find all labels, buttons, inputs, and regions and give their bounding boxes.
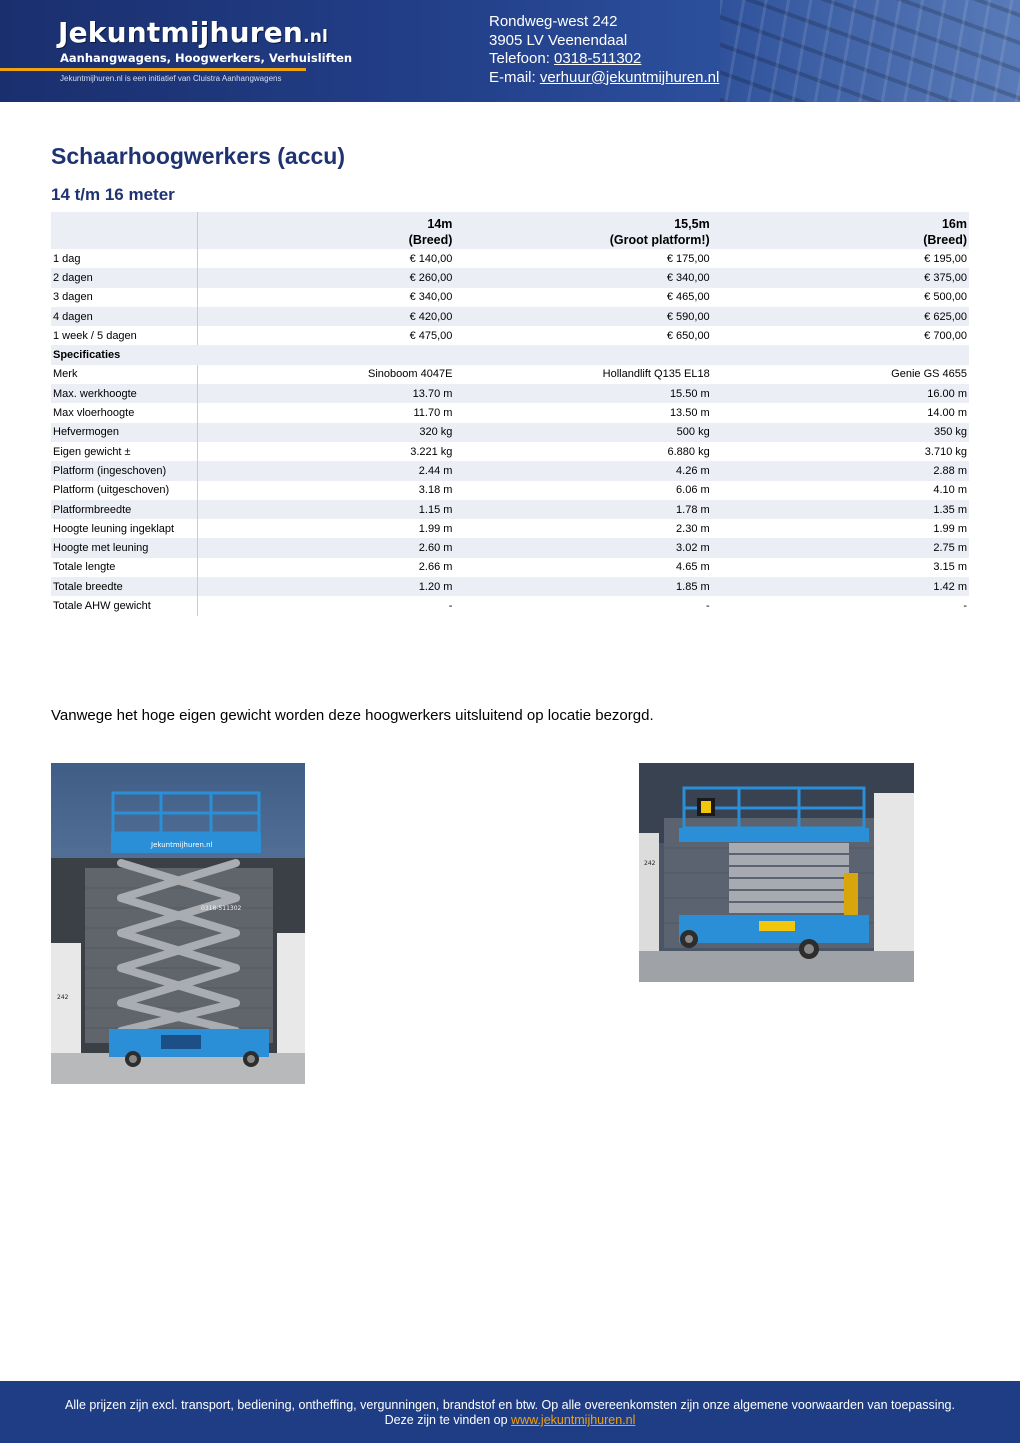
table-header-empty: [51, 212, 198, 249]
header-background-photo: [720, 0, 1020, 102]
table-cell: 4.10 m: [933, 484, 967, 497]
table-cell: € 340,00: [454, 268, 711, 287]
table-cell: [198, 345, 455, 364]
table-cell: 2.75 m: [712, 538, 969, 557]
table-cell: € 465,00: [666, 291, 710, 304]
phone-line: [489, 50, 719, 69]
table-cell: € 175,00: [666, 252, 710, 265]
column-header-15-5m: [454, 212, 711, 249]
table-cell: 4.65 m: [676, 561, 710, 574]
table-cell: 3.710 kg: [924, 445, 967, 458]
phone-link[interactable]: 0318-511302: [554, 50, 642, 67]
table-section-row: [51, 345, 969, 364]
address-line-1: Rondweg-west 242: [489, 13, 618, 30]
table-cell: 3.02 m: [454, 538, 711, 557]
row-label: 1 week / 5 dagen: [51, 326, 198, 345]
table-cell: € 625,00: [712, 307, 969, 326]
table-cell: 2.44 m: [198, 461, 455, 480]
row-label: Merk: [51, 365, 198, 384]
delivery-note: Vanwege het hoge eigen gewicht worden deze hoogwerkers uitsluitend op locatie bezorgd.: [51, 707, 654, 724]
arm-decal-phone: 0318-511302: [201, 905, 242, 912]
table-cell: 3.221 kg: [410, 445, 453, 458]
logo-name: Jekuntmijhuren: [58, 16, 304, 49]
table-cell: 320 kg: [198, 423, 455, 442]
house-number-sign-2: 242: [644, 860, 656, 867]
phone-label: Telefoon:: [489, 50, 555, 67]
logo-tagline: Aanhangwagens, Hoogwerkers, Verhuisliften: [60, 51, 353, 65]
row-label: 2 dagen: [51, 268, 198, 287]
row-label: Max. werkhoogte: [51, 384, 198, 403]
table-row: [51, 596, 969, 615]
row-label: 1 dag: [51, 249, 198, 268]
table-cell: 13.50 m: [669, 407, 710, 420]
row-label: Platform (uitgeschoven): [51, 481, 198, 500]
table-row: [51, 268, 969, 287]
table-cell: 3.15 m: [933, 561, 967, 574]
table-cell: € 195,00: [924, 252, 967, 265]
row-label: Hoogte leuning ingeklapt: [51, 519, 198, 538]
page-title: Schaarhoogwerkers (accu): [51, 143, 346, 169]
table-row: [51, 500, 969, 519]
table-row: [51, 288, 969, 307]
logo-note: Jekuntmijhuren.nl is een initiatief van Cluistra Aanhangwagens: [60, 74, 282, 83]
table-cell: 1.85 m: [454, 577, 711, 596]
table-row: [51, 326, 969, 345]
table-cell: 2.88 m: [712, 461, 969, 480]
table-cell: 350 kg: [712, 423, 969, 442]
row-label: 3 dagen: [51, 288, 198, 307]
table-cell: € 340,00: [409, 291, 453, 304]
table-cell: 1.20 m: [198, 577, 455, 596]
table-row: [51, 558, 969, 577]
row-label: Platformbreedte: [51, 500, 198, 519]
column-header-line1: 14m: [427, 217, 453, 231]
table-cell: € 650,00: [666, 329, 710, 342]
address-line-2: 3905 LV Veenendaal: [489, 31, 628, 49]
table-cell: 6.06 m: [676, 484, 710, 497]
table-cell: 1.42 m: [712, 577, 969, 596]
row-label: Totale breedte: [51, 577, 198, 596]
row-label: Max vloerhoogte: [51, 403, 198, 422]
row-label: Totale AHW gewicht: [51, 596, 198, 615]
table-cell: 14.00 m: [927, 407, 967, 420]
table-cell: € 500,00: [924, 291, 967, 304]
page-footer: [0, 1381, 1020, 1443]
column-header-14m: [198, 212, 455, 249]
table-row: [51, 519, 969, 538]
column-header-line2: (Breed): [923, 233, 967, 247]
page-header: [0, 0, 1020, 102]
table-cell: 2.30 m: [676, 522, 710, 535]
table-cell: € 260,00: [198, 268, 455, 287]
row-label: Platform (ingeschoven): [51, 461, 198, 480]
table-cell: 1.35 m: [712, 500, 969, 519]
photo-scissor-lift-wide: [639, 763, 914, 982]
column-header-line2: (Breed): [408, 233, 453, 247]
table-cell: 13.70 m: [198, 384, 455, 403]
email-line: [489, 69, 719, 88]
column-header-line2: (Groot platform!): [609, 233, 710, 247]
photo-1-illustration: [51, 763, 305, 1084]
table-cell: 500 kg: [454, 423, 711, 442]
column-header-line1: 16m: [941, 217, 967, 231]
table-cell: -: [706, 599, 710, 612]
table-cell: 2.60 m: [198, 538, 455, 557]
table-row: [51, 577, 969, 596]
contact-block: [489, 13, 719, 87]
page-subtitle: 14 t/m 16 meter: [51, 185, 175, 204]
table-cell: [454, 345, 711, 364]
table-row: [51, 538, 969, 557]
table-cell: € 140,00: [409, 252, 453, 265]
table-row: [51, 423, 969, 442]
table-cell: 11.70 m: [413, 407, 453, 420]
row-label: Totale lengte: [51, 558, 198, 577]
table-cell: 1.78 m: [454, 500, 711, 519]
footer-website-link[interactable]: www.jekuntmijhuren.nl: [511, 1413, 636, 1427]
logo-tld: .nl: [303, 27, 329, 47]
row-label: Eigen gewicht ±: [51, 442, 198, 461]
footer-link-prefix: Deze zijn te vinden op: [384, 1413, 512, 1427]
table-cell: Genie GS 4655: [891, 368, 967, 381]
table-row: [51, 461, 969, 480]
table-cell: 2.66 m: [418, 561, 453, 574]
table-cell: € 475,00: [409, 329, 453, 342]
column-header-16m: [712, 212, 969, 249]
footer-disclaimer: Alle prijzen zijn excl. transport, bediening, ontheffing, vergunningen, brandstof en btw. Op alle overeenkomsten zijn onze algemene voorwaarden van toepassing.: [65, 1398, 955, 1412]
table-cell: 16.00 m: [712, 384, 969, 403]
price-spec-table: [51, 212, 969, 616]
table-cell: 15.50 m: [454, 384, 711, 403]
table-cell: € 375,00: [712, 268, 969, 287]
table-row: [51, 384, 969, 403]
table-header-row: [51, 212, 969, 249]
email-link[interactable]: verhuur@jekuntmijhuren.nl: [539, 68, 720, 86]
row-label: 4 dagen: [51, 307, 198, 326]
table-row: [51, 481, 969, 500]
table-cell: 1.15 m: [198, 500, 455, 519]
table-row: [51, 249, 969, 268]
section-heading: Specificaties: [51, 345, 198, 364]
table-cell: Hollandlift Q135 EL18: [602, 368, 710, 381]
row-label: Hoogte met leuning: [51, 538, 198, 557]
photo-scissor-lift-extended: [51, 763, 305, 1084]
table-cell: 4.26 m: [454, 461, 711, 480]
table-cell: 6.880 kg: [667, 445, 710, 458]
logo[interactable]: [58, 16, 328, 49]
email-label: E-mail:: [489, 68, 540, 86]
table-cell: 1.99 m: [933, 522, 967, 535]
column-header-line1: 15,5m: [674, 217, 710, 231]
photo-2-illustration: [639, 763, 914, 982]
house-number-sign: 242: [57, 994, 69, 1001]
logo-underline: [0, 68, 306, 71]
table-cell: Sinoboom 4047E: [368, 368, 453, 381]
table-cell: € 590,00: [454, 307, 711, 326]
table-cell: € 700,00: [924, 329, 967, 342]
table-row: [51, 403, 969, 422]
table-cell: € 420,00: [198, 307, 455, 326]
table-cell: 1.99 m: [418, 522, 453, 535]
platform-decal-text: Jekuntmijhuren.nl: [151, 841, 213, 849]
row-label: Hefvermogen: [51, 423, 198, 442]
table-row: [51, 365, 969, 384]
table-cell: [712, 345, 969, 364]
table-cell: -: [448, 599, 453, 612]
footer-link-line: [0, 1413, 1020, 1429]
table-row: [51, 442, 969, 461]
table-row: [51, 307, 969, 326]
table-cell: 3.18 m: [418, 484, 453, 497]
table-cell: -: [963, 599, 967, 612]
